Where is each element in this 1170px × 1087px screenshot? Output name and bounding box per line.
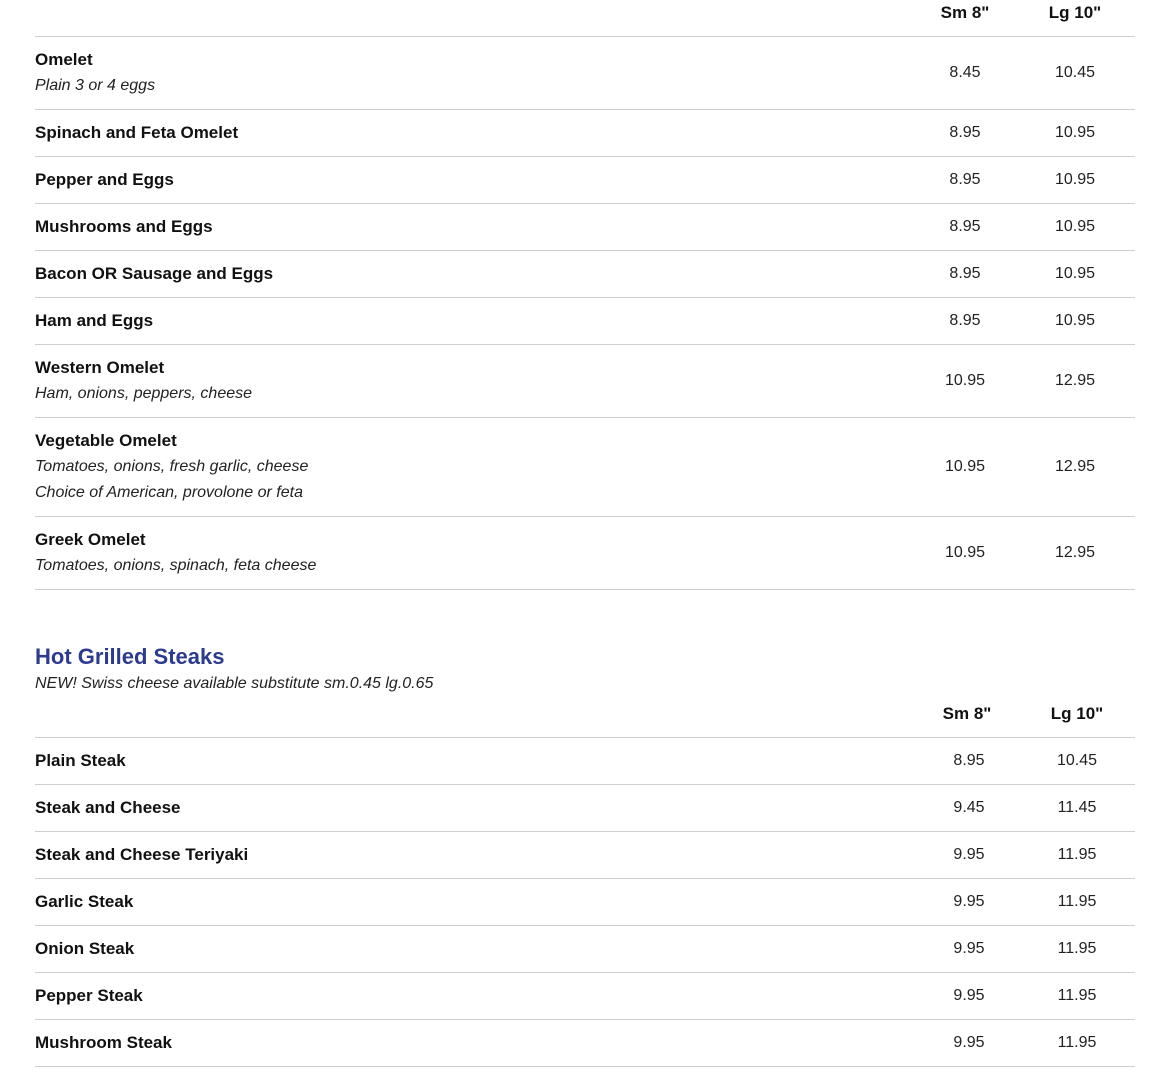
price-large: 11.95: [1057, 893, 1097, 910]
item-info: [35, 355, 910, 407]
item-info: [35, 261, 910, 287]
item-info: [35, 842, 912, 868]
price-small: 10.95: [944, 544, 986, 561]
menu-item-row: [35, 832, 1135, 879]
menu-item-row: [35, 517, 1135, 590]
price-small: 8.45: [949, 64, 981, 81]
menu-item-row: [35, 738, 1135, 785]
item-info: [35, 120, 910, 146]
item-name: Western Omelet: [35, 358, 165, 377]
item-info: [35, 936, 912, 962]
menu-item-row: [35, 879, 1135, 926]
section-title: Hot Grilled Steaks: [35, 644, 225, 669]
omelets-header-row: [35, 0, 1135, 37]
item-info: [35, 167, 910, 193]
price-small: 9.95: [953, 940, 985, 957]
price-large: 10.95: [1054, 312, 1096, 329]
item-name: Omelet: [35, 50, 93, 69]
price-small: 10.95: [944, 458, 986, 475]
price-small: 9.95: [953, 1034, 985, 1051]
price-large: 11.45: [1057, 799, 1097, 816]
price-small: 8.95: [953, 752, 985, 769]
item-description: Tomatoes, onions, fresh garlic, cheese: [35, 458, 309, 475]
price-small: 10.95: [944, 372, 986, 389]
price-small: 8.95: [949, 218, 981, 235]
menu-item-row: [35, 345, 1135, 418]
menu-item-row: [35, 251, 1135, 298]
steak-rows: [35, 738, 1135, 1067]
item-info: [35, 1030, 912, 1056]
item-info: [35, 983, 912, 1009]
item-info: [35, 308, 910, 334]
item-name: Steak and Cheese Teriyaki: [35, 845, 249, 864]
header-large-size: Lg 10": [1048, 3, 1102, 22]
header-small-size: Sm 8": [940, 3, 990, 22]
price-large: 10.95: [1054, 218, 1096, 235]
item-name: Plain Steak: [35, 751, 126, 770]
menu-item-row: [35, 204, 1135, 251]
item-description: Ham, onions, peppers, cheese: [35, 385, 253, 402]
item-info: [35, 795, 912, 821]
menu-item-row: [35, 973, 1135, 1020]
price-large: 12.95: [1054, 458, 1096, 475]
menu-content: [35, 0, 1135, 1067]
steaks-header-row: [35, 696, 1135, 738]
item-description: Plain 3 or 4 eggs: [35, 77, 156, 94]
price-large: 11.95: [1057, 1034, 1097, 1051]
price-large: 11.95: [1057, 846, 1097, 863]
item-name: Onion Steak: [35, 939, 135, 958]
item-info: [35, 748, 912, 774]
menu-item-row: [35, 157, 1135, 204]
steaks-table: [35, 696, 1135, 1067]
price-large: 12.95: [1054, 372, 1096, 389]
price-large: 10.45: [1054, 64, 1096, 81]
omelet-rows: [35, 37, 1135, 590]
item-info: [35, 527, 910, 579]
item-name: Pepper Steak: [35, 986, 143, 1005]
price-large: 11.95: [1057, 940, 1097, 957]
header-large-size: Lg 10": [1050, 704, 1104, 723]
item-name: Bacon OR Sausage and Eggs: [35, 264, 274, 283]
price-small: 9.95: [953, 893, 985, 910]
hot-grilled-steaks-section: [35, 644, 1135, 696]
item-name: Mushroom Steak: [35, 1033, 172, 1052]
item-name: Garlic Steak: [35, 892, 134, 911]
price-large: 10.95: [1054, 124, 1096, 141]
price-small: 9.95: [953, 987, 985, 1004]
price-small: 9.45: [953, 799, 985, 816]
item-info: [35, 214, 910, 240]
item-name: Greek Omelet: [35, 530, 146, 549]
item-name: Spinach and Feta Omelet: [35, 123, 239, 142]
omelets-table: [35, 0, 1135, 590]
menu-item-row: [35, 37, 1135, 110]
item-info: [35, 47, 910, 99]
header-small-size: Sm 8": [942, 704, 992, 723]
item-name: Vegetable Omelet: [35, 431, 177, 450]
price-large: 10.95: [1054, 171, 1096, 188]
menu-item-row: [35, 785, 1135, 832]
item-description: Choice of American, provolone or feta: [35, 484, 303, 501]
menu-item-row: [35, 418, 1135, 517]
item-description: Tomatoes, onions, spinach, feta cheese: [35, 557, 317, 574]
price-large: 10.45: [1056, 752, 1098, 769]
menu-item-row: [35, 1020, 1135, 1067]
price-small: 8.95: [949, 171, 981, 188]
price-large: 10.95: [1054, 265, 1096, 282]
menu-item-row: [35, 298, 1135, 345]
item-name: Ham and Eggs: [35, 311, 154, 330]
item-name: Steak and Cheese: [35, 798, 181, 817]
item-info: [35, 889, 912, 915]
menu-item-row: [35, 926, 1135, 973]
price-small: 8.95: [949, 265, 981, 282]
item-info: [35, 428, 910, 506]
price-small: 9.95: [953, 846, 985, 863]
price-large: 12.95: [1054, 544, 1096, 561]
menu-item-row: [35, 110, 1135, 157]
item-name: Pepper and Eggs: [35, 170, 174, 189]
price-small: 8.95: [949, 312, 981, 329]
price-small: 8.95: [949, 124, 981, 141]
item-name: Mushrooms and Eggs: [35, 217, 213, 236]
section-note: NEW! Swiss cheese available substitute sm.0.45 lg.0.65: [35, 675, 434, 692]
price-large: 11.95: [1057, 987, 1097, 1004]
